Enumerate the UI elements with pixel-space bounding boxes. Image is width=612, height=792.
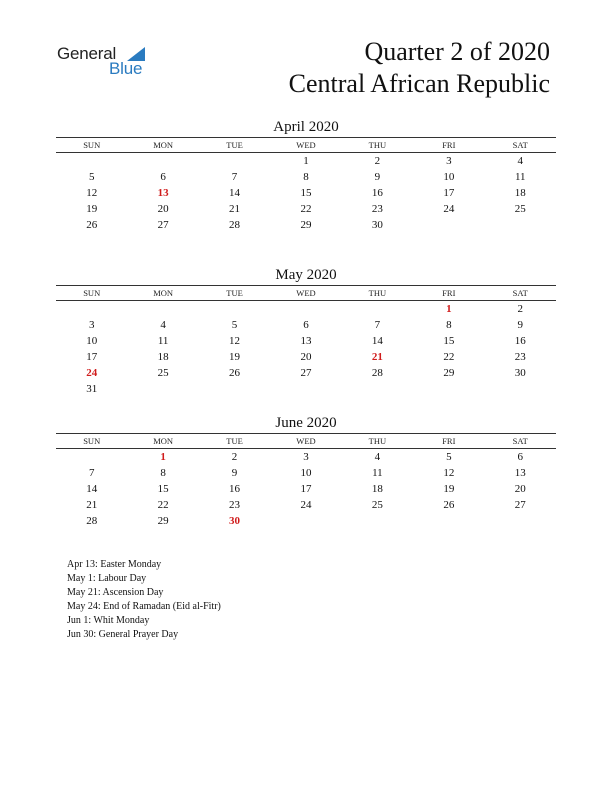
weekday-label: MON bbox=[153, 288, 174, 298]
day-cell: 26 bbox=[229, 367, 241, 379]
day-cell: 29 bbox=[157, 515, 169, 527]
week-row bbox=[56, 465, 556, 481]
weekday-label: WED bbox=[296, 140, 316, 150]
day-cell: 26 bbox=[86, 219, 98, 231]
day-cell: 23 bbox=[371, 203, 383, 215]
month-calendar bbox=[56, 413, 556, 529]
weekday-label: MON bbox=[153, 436, 174, 446]
day-cell: 17 bbox=[300, 483, 312, 495]
day-cell: 4 bbox=[160, 319, 166, 331]
day-cell: 28 bbox=[229, 219, 241, 231]
month-calendar bbox=[56, 117, 556, 233]
holiday-list-item: May 24: End of Ramadan (Eid al-Fitr) bbox=[67, 601, 221, 612]
day-cell: 5 bbox=[88, 171, 95, 183]
day-cell: 20 bbox=[300, 351, 312, 363]
weekday-label: THU bbox=[368, 140, 387, 150]
day-cell bbox=[270, 381, 341, 397]
page-title bbox=[289, 36, 550, 100]
holiday-day-cell: 13 bbox=[157, 187, 169, 199]
day-cell: 12 bbox=[86, 187, 98, 199]
month-grid bbox=[56, 285, 556, 397]
day-cell: 10 bbox=[86, 335, 98, 347]
weekday-label: SUN bbox=[83, 288, 101, 298]
day-cell bbox=[342, 301, 413, 317]
day-cell: 16 bbox=[514, 335, 526, 347]
day-cell: 8 bbox=[446, 319, 452, 331]
day-cell: 12 bbox=[229, 335, 241, 347]
day-cell: 22 bbox=[300, 203, 312, 215]
day-cell: 30 bbox=[514, 367, 526, 379]
week-row bbox=[56, 365, 556, 381]
title-quarter: Quarter 2 of 2020 bbox=[364, 37, 550, 66]
day-cell: 13 bbox=[300, 335, 312, 347]
day-cell: 7 bbox=[374, 319, 381, 331]
day-cell: 25 bbox=[157, 367, 169, 379]
holiday-day-cell: 24 bbox=[86, 367, 98, 379]
week-row bbox=[56, 513, 556, 529]
day-cell bbox=[199, 381, 270, 397]
weekday-header bbox=[56, 434, 556, 449]
day-cell: 27 bbox=[514, 499, 526, 511]
week-row bbox=[56, 169, 556, 185]
weekday-label: FRI bbox=[442, 140, 456, 150]
day-cell: 11 bbox=[157, 335, 169, 347]
day-cell: 6 bbox=[517, 451, 523, 463]
week-row bbox=[56, 185, 556, 201]
day-cell bbox=[485, 381, 556, 397]
day-cell: 29 bbox=[443, 367, 455, 379]
holiday-day-cell: 30 bbox=[229, 515, 241, 527]
day-cell: 9 bbox=[517, 319, 523, 331]
day-cell: 27 bbox=[157, 219, 169, 231]
logo-general-text: General bbox=[57, 44, 117, 63]
month-grid bbox=[56, 137, 556, 233]
weekday-label: WED bbox=[296, 436, 316, 446]
day-cell: 21 bbox=[229, 203, 241, 215]
holiday-day-cell: 1 bbox=[446, 303, 452, 315]
day-cell: 3 bbox=[446, 155, 452, 167]
day-cell: 2 bbox=[374, 155, 381, 167]
month-calendar bbox=[56, 265, 556, 397]
day-cell: 19 bbox=[443, 483, 455, 495]
day-cell: 19 bbox=[229, 351, 241, 363]
day-cell: 15 bbox=[157, 483, 169, 495]
week-row bbox=[56, 333, 556, 349]
day-cell bbox=[413, 513, 484, 529]
day-cell bbox=[485, 513, 556, 529]
day-cell: 14 bbox=[371, 335, 383, 347]
week-row bbox=[56, 317, 556, 333]
holiday-list-item: May 1: Labour Day bbox=[67, 573, 147, 584]
month-grid bbox=[56, 433, 556, 529]
day-cell: 26 bbox=[443, 499, 455, 511]
day-cell: 1 bbox=[303, 155, 309, 167]
day-cell: 16 bbox=[229, 483, 241, 495]
holiday-list-item: Jun 1: Whit Monday bbox=[67, 615, 150, 626]
day-cell bbox=[485, 217, 556, 233]
day-cell: 22 bbox=[157, 499, 169, 511]
day-cell: 28 bbox=[86, 515, 98, 527]
day-cell: 8 bbox=[303, 171, 309, 183]
day-cell: 15 bbox=[300, 187, 312, 199]
weekday-label: FRI bbox=[442, 436, 456, 446]
weekday-label: FRI bbox=[442, 288, 456, 298]
week-row bbox=[56, 497, 556, 513]
weekday-label: TUE bbox=[226, 436, 243, 446]
day-cell: 11 bbox=[372, 467, 383, 479]
day-cell: 6 bbox=[160, 171, 166, 183]
weekday-label: TUE bbox=[226, 140, 243, 150]
day-cell: 4 bbox=[517, 155, 523, 167]
day-cell bbox=[270, 513, 341, 529]
day-cell bbox=[413, 217, 484, 233]
day-cell: 25 bbox=[371, 499, 383, 511]
day-cell: 20 bbox=[157, 203, 169, 215]
day-cell: 23 bbox=[229, 499, 241, 511]
day-cell bbox=[127, 301, 198, 317]
day-cell: 12 bbox=[443, 467, 455, 479]
day-cell bbox=[127, 153, 198, 169]
day-cell: 30 bbox=[371, 219, 383, 231]
week-row bbox=[56, 381, 556, 397]
weekday-label: SAT bbox=[512, 436, 528, 446]
day-cell bbox=[199, 301, 270, 317]
week-row bbox=[56, 449, 556, 465]
weekday-label: WED bbox=[296, 288, 316, 298]
day-cell: 19 bbox=[86, 203, 98, 215]
week-row bbox=[56, 201, 556, 217]
day-cell: 7 bbox=[231, 171, 238, 183]
day-cell: 29 bbox=[300, 219, 312, 231]
title-country: Central African Republic bbox=[288, 69, 550, 98]
day-cell bbox=[413, 381, 484, 397]
holiday-day-cell: 21 bbox=[371, 351, 383, 363]
weekday-label: THU bbox=[368, 436, 387, 446]
day-cell: 22 bbox=[443, 351, 455, 363]
day-cell: 17 bbox=[443, 187, 455, 199]
day-cell: 17 bbox=[86, 351, 98, 363]
day-cell: 23 bbox=[514, 351, 526, 363]
month-title: May 2020 bbox=[275, 267, 337, 283]
weekday-label: TUE bbox=[226, 288, 243, 298]
holiday-list bbox=[67, 558, 221, 642]
day-cell: 18 bbox=[157, 351, 169, 363]
day-cell bbox=[56, 449, 127, 465]
day-cell: 4 bbox=[374, 451, 381, 463]
holiday-list-item: May 21: Ascension Day bbox=[67, 587, 164, 598]
day-cell: 5 bbox=[446, 451, 452, 463]
month-title: April 2020 bbox=[273, 119, 339, 135]
day-cell: 20 bbox=[514, 483, 526, 495]
holiday-day-cell: 1 bbox=[160, 451, 166, 463]
day-cell: 9 bbox=[231, 467, 238, 479]
day-cell bbox=[56, 153, 127, 169]
day-cell: 2 bbox=[231, 451, 238, 463]
day-cell: 6 bbox=[303, 319, 309, 331]
day-cell: 24 bbox=[300, 499, 312, 511]
day-cell: 5 bbox=[231, 319, 238, 331]
day-cell: 31 bbox=[86, 383, 98, 395]
month-title: June 2020 bbox=[275, 415, 337, 431]
day-cell: 21 bbox=[86, 499, 98, 511]
day-cell: 10 bbox=[443, 171, 455, 183]
week-row bbox=[56, 481, 556, 497]
weekday-label: SUN bbox=[83, 436, 101, 446]
weekday-label: SAT bbox=[512, 140, 528, 150]
day-cell: 15 bbox=[443, 335, 455, 347]
weekday-label: THU bbox=[368, 288, 387, 298]
day-cell: 14 bbox=[229, 187, 241, 199]
day-cell bbox=[127, 381, 198, 397]
week-row bbox=[56, 153, 556, 169]
logo bbox=[57, 44, 167, 84]
day-cell: 11 bbox=[514, 171, 526, 183]
day-cell bbox=[342, 381, 413, 397]
day-cell: 24 bbox=[443, 203, 455, 215]
day-cell: 14 bbox=[86, 483, 98, 495]
day-cell bbox=[270, 301, 341, 317]
weekday-label: SUN bbox=[83, 140, 101, 150]
day-cell: 18 bbox=[371, 483, 383, 495]
day-cell bbox=[199, 153, 270, 169]
day-cell: 18 bbox=[514, 187, 526, 199]
day-cell: 13 bbox=[514, 467, 526, 479]
day-cell: 16 bbox=[371, 187, 383, 199]
weekday-header bbox=[56, 138, 556, 153]
day-cell: 25 bbox=[514, 203, 526, 215]
day-cell: 28 bbox=[371, 367, 383, 379]
day-cell: 27 bbox=[300, 367, 312, 379]
week-row bbox=[56, 301, 556, 317]
weekday-label: SAT bbox=[512, 288, 528, 298]
holiday-list-item: Jun 30: General Prayer Day bbox=[67, 629, 179, 640]
day-cell bbox=[56, 301, 127, 317]
day-cell: 10 bbox=[300, 467, 312, 479]
day-cell: 3 bbox=[88, 319, 95, 331]
logo-blue-text: Blue bbox=[109, 59, 143, 78]
day-cell: 9 bbox=[374, 171, 381, 183]
day-cell bbox=[342, 513, 413, 529]
day-cell: 8 bbox=[160, 467, 166, 479]
weekday-label: MON bbox=[153, 140, 174, 150]
weekday-header bbox=[56, 286, 556, 301]
holiday-list-item: Apr 13: Easter Monday bbox=[67, 559, 162, 570]
day-cell: 3 bbox=[303, 451, 309, 463]
day-cell: 2 bbox=[517, 303, 523, 315]
week-row bbox=[56, 349, 556, 365]
day-cell: 7 bbox=[88, 467, 95, 479]
week-row bbox=[56, 217, 556, 233]
